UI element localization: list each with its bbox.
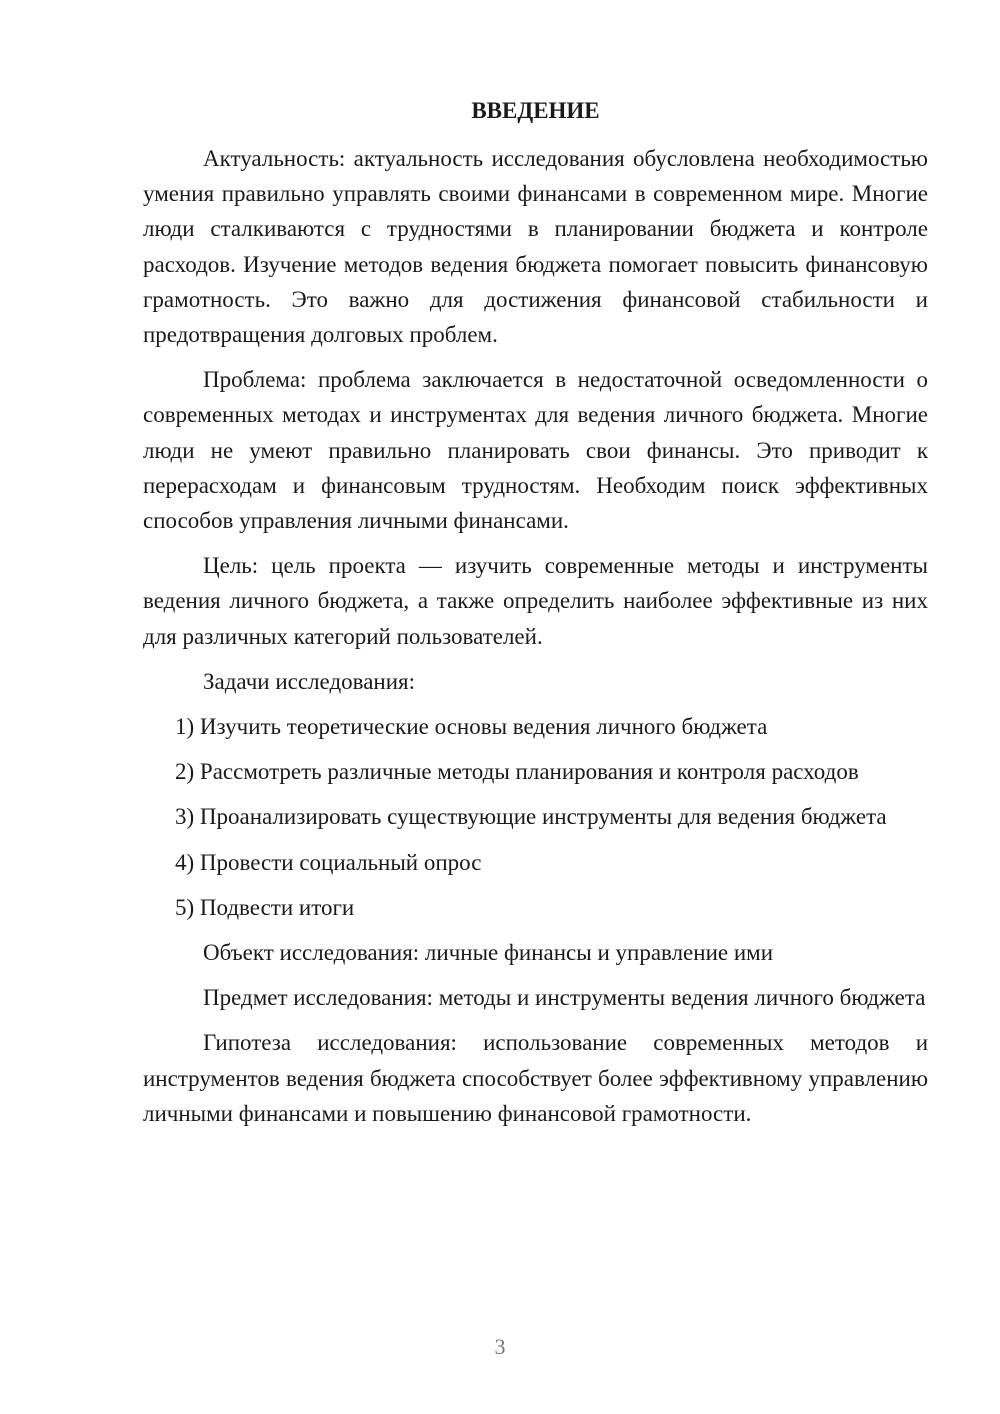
paragraph-relevance: Актуальность: актуальность исследования обусловлена необходимостью умения правильно управлять своими финансами в современном мире. Многие люди сталкиваются с трудностями в планировании бюджета и контроле расходов. Изучение методов ведения бюджета помогает повысить финансовую грамотность. Это важно для достижения финансовой стабильности и предотвращения долговых проблем.	[143, 146, 928, 348]
page-number: 3	[494, 1334, 506, 1359]
task-item-5: 5) Подвести итоги	[175, 894, 355, 920]
paragraph-subject: Предмет исследования: методы и инструменты ведения личного бюджета	[203, 985, 926, 1011]
paragraph-hypothesis: Гипотеза исследования: использование современных методов и инструментов ведения бюджета способствует более эффективному управлению личными финансами и повышению финансовой грамотности.	[143, 1030, 928, 1126]
paragraph-problem: Проблема: проблема заключается в недостаточной осведомленности о современных методах и инструментах для ведения личного бюджета. Многие люди не умеют правильно планировать свои финансы. Это приводит к перерасходам и финансовым трудностям. Необходим поиск эффективных способов управления личными финансами.	[143, 367, 928, 534]
document-body	[143, 141, 928, 1131]
document-title: ВВЕДЕНИЕ	[471, 98, 600, 123]
task-item-1: 1) Изучить теоретические основы ведения личного бюджета	[175, 714, 768, 740]
paragraph-goal: Цель: цель проекта — изучить современные методы и инструменты ведения личного бюджета, а также определить наиболее эффективные из них для различных категорий пользователей.	[143, 553, 928, 649]
task-item-2: 2) Рассмотреть различные методы планирования и контроля расходов	[175, 759, 859, 785]
task-item-3: 3) Проанализировать существующие инструменты для ведения бюджета	[175, 804, 887, 830]
paragraph-object: Объект исследования: личные финансы и управление ими	[203, 940, 774, 966]
task-item-4: 4) Провести социальный опрос	[175, 849, 482, 875]
paragraph-tasks-heading: Задачи исследования:	[203, 668, 416, 694]
